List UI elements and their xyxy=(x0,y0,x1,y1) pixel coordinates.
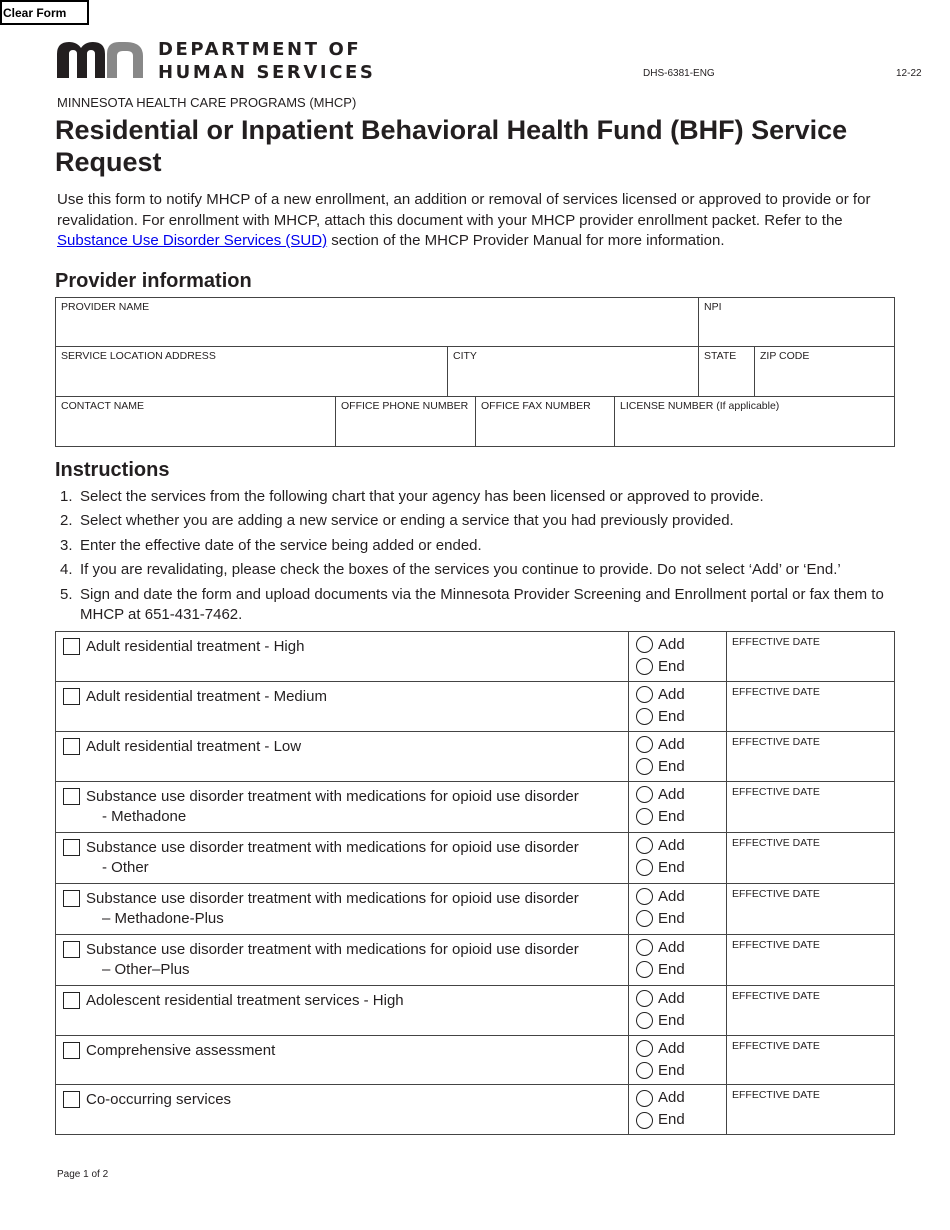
form-number: DHS-6381-ENG xyxy=(643,68,715,79)
contact-name-field[interactable]: CONTACT NAME xyxy=(56,397,336,446)
add-radio[interactable] xyxy=(636,886,719,908)
service-row xyxy=(56,1036,894,1086)
add-end-radios xyxy=(629,1085,727,1134)
end-label: End xyxy=(658,707,685,725)
phone-field[interactable]: OFFICE PHONE NUMBER xyxy=(336,397,476,446)
service-row xyxy=(56,632,894,682)
radio-circle-icon xyxy=(636,636,653,653)
add-radio[interactable] xyxy=(636,634,719,656)
instruction-number: 4. xyxy=(60,561,73,579)
radio-circle-icon xyxy=(636,1090,653,1107)
end-radio[interactable] xyxy=(636,1060,719,1082)
service-label: Comprehensive assessment xyxy=(86,1041,276,1059)
service-label: Substance use disorder treatment with medications for opioid use disorder - Other xyxy=(86,838,579,876)
add-end-radios xyxy=(629,782,727,832)
add-end-radios xyxy=(629,682,727,731)
instructions-list xyxy=(60,487,895,625)
service-label: Substance use disorder treatment with medications for opioid use disorder - Methadone xyxy=(86,787,579,825)
instruction-item xyxy=(60,560,895,580)
service-checkbox[interactable] xyxy=(63,788,80,805)
add-label: Add xyxy=(658,685,685,703)
sud-link[interactable]: Substance Use Disorder Services (SUD) xyxy=(57,232,328,249)
instruction-number: 5. xyxy=(60,585,73,603)
service-checkbox[interactable] xyxy=(63,638,80,655)
effective-date-field[interactable]: EFFECTIVE DATE xyxy=(732,1039,820,1052)
radio-circle-icon xyxy=(636,786,653,803)
add-end-radios xyxy=(629,884,727,934)
service-cell xyxy=(56,632,629,681)
instruction-text: If you are revalidating, please check the boxes of the services you continue to provide. Do not select ‘Add’ or ‘End.’ xyxy=(80,561,841,579)
service-checkbox[interactable] xyxy=(63,839,80,856)
service-cell xyxy=(56,884,629,934)
zip-field[interactable]: ZIP CODE xyxy=(760,350,810,363)
add-label: Add xyxy=(658,635,685,653)
radio-circle-icon xyxy=(636,758,653,775)
instruction-item xyxy=(60,585,895,625)
service-checkbox[interactable] xyxy=(63,1042,80,1059)
npi-field[interactable]: NPI xyxy=(704,300,722,313)
intro-text-2: section of the MHCP Provider Manual for more information. xyxy=(327,232,725,249)
service-cell xyxy=(56,1036,629,1085)
service-cell xyxy=(56,935,629,985)
radio-circle-icon xyxy=(636,658,653,675)
service-row xyxy=(56,682,894,732)
effective-date-field[interactable]: EFFECTIVE DATE xyxy=(732,887,820,900)
radio-circle-icon xyxy=(636,736,653,753)
instruction-text: Select whether you are adding a new service or ending a service that you had previously provided. xyxy=(80,512,734,530)
radio-circle-icon xyxy=(636,939,653,956)
radio-circle-icon xyxy=(636,808,653,825)
instruction-text: Select the services from the following chart that your agency has been licensed or approved to provide. xyxy=(80,487,764,505)
service-cell xyxy=(56,1085,629,1134)
effective-date-field[interactable]: EFFECTIVE DATE xyxy=(732,635,820,648)
services-table xyxy=(55,631,895,1135)
instruction-number: 1. xyxy=(60,487,73,505)
radio-circle-icon xyxy=(636,837,653,854)
end-radio[interactable] xyxy=(636,756,719,778)
add-label: Add xyxy=(658,785,685,803)
radio-circle-icon xyxy=(636,1062,653,1079)
end-label: End xyxy=(658,757,685,775)
service-cell xyxy=(56,782,629,832)
end-label: End xyxy=(658,858,685,876)
service-label: Adolescent residential treatment services - High xyxy=(86,991,404,1009)
add-radio[interactable] xyxy=(636,734,719,756)
end-radio[interactable] xyxy=(636,959,719,981)
service-cell xyxy=(56,682,629,731)
add-label: Add xyxy=(658,1039,685,1057)
address-field[interactable]: SERVICE LOCATION ADDRESS xyxy=(56,347,448,396)
service-checkbox[interactable] xyxy=(63,941,80,958)
end-radio[interactable] xyxy=(636,1109,719,1131)
add-label: Add xyxy=(658,1089,685,1107)
add-label: Add xyxy=(658,735,685,753)
effective-date-field[interactable]: EFFECTIVE DATE xyxy=(732,836,820,849)
add-radio[interactable] xyxy=(636,684,719,706)
clear-form-button[interactable]: Clear Form xyxy=(0,0,89,25)
service-row xyxy=(56,986,894,1036)
instruction-item xyxy=(60,536,895,556)
add-end-radios xyxy=(629,986,727,1035)
end-radio[interactable] xyxy=(636,656,719,678)
add-end-radios xyxy=(629,935,727,985)
end-label: End xyxy=(658,1011,685,1029)
service-label: Substance use disorder treatment with medications for opioid use disorder – Methadone-Plus xyxy=(86,889,579,927)
end-label: End xyxy=(658,960,685,978)
service-row xyxy=(56,732,894,782)
state-field[interactable]: STATE xyxy=(699,347,755,396)
intro-paragraph xyxy=(57,190,895,252)
radio-circle-icon xyxy=(636,990,653,1007)
end-label: End xyxy=(658,1111,685,1129)
add-label: Add xyxy=(658,887,685,905)
add-radio[interactable] xyxy=(636,1087,719,1109)
intro-text-1: Use this form to notify MHCP of a new enrollment, an addition or removal of services licensed or approved to provide or for revalidation. For enrollment with MHCP, attach this document with your MHCP provider enrollment packet. Refer to the xyxy=(57,191,871,229)
effective-date-field[interactable]: EFFECTIVE DATE xyxy=(732,785,820,798)
service-cell xyxy=(56,732,629,781)
form-body xyxy=(55,94,897,1200)
service-cell xyxy=(56,986,629,1035)
license-field[interactable]: LICENSE NUMBER (If applicable) xyxy=(620,399,780,412)
effective-date-field[interactable]: EFFECTIVE DATE xyxy=(732,685,820,698)
radio-circle-icon xyxy=(636,859,653,876)
service-row xyxy=(56,782,894,833)
service-checkbox[interactable] xyxy=(63,992,80,1009)
effective-date-field[interactable]: EFFECTIVE DATE xyxy=(732,938,820,951)
add-end-radios xyxy=(629,833,727,883)
provider-name-field[interactable]: PROVIDER NAME xyxy=(56,298,699,347)
revision-date: 12-22 xyxy=(896,68,922,79)
end-label: End xyxy=(658,909,685,927)
add-radio[interactable] xyxy=(636,1038,719,1060)
city-field[interactable]: CITY xyxy=(448,347,699,396)
service-cell xyxy=(56,833,629,883)
service-checkbox[interactable] xyxy=(63,1091,80,1108)
end-label: End xyxy=(658,657,685,675)
service-row xyxy=(56,935,894,986)
service-label: Co-occurring services xyxy=(86,1091,232,1109)
add-label: Add xyxy=(658,836,685,854)
radio-circle-icon xyxy=(636,708,653,725)
service-checkbox[interactable] xyxy=(63,890,80,907)
end-radio[interactable] xyxy=(636,1010,719,1032)
fax-field[interactable]: OFFICE FAX NUMBER xyxy=(476,397,615,446)
end-label: End xyxy=(658,807,685,825)
end-radio[interactable] xyxy=(636,706,719,728)
add-radio[interactable] xyxy=(636,937,719,959)
radio-circle-icon xyxy=(636,1040,653,1057)
effective-date-field[interactable]: EFFECTIVE DATE xyxy=(732,1089,820,1102)
instruction-number: 3. xyxy=(60,536,73,554)
instruction-item xyxy=(60,511,895,531)
end-radio[interactable] xyxy=(636,908,719,930)
end-radio[interactable] xyxy=(636,857,719,879)
service-row xyxy=(56,1085,894,1135)
instruction-text: Sign and date the form and upload documents via the Minnesota Provider Screening and Enrollment portal or fax them to MHCP at 651-431-7462. xyxy=(80,585,884,623)
service-label: Substance use disorder treatment with medications for opioid use disorder – Other–Plus xyxy=(86,940,579,978)
add-radio[interactable] xyxy=(636,988,719,1010)
page-title: Residential or Inpatient Behavioral Health Fund (BHF) Service Request xyxy=(55,115,848,177)
add-label: Add xyxy=(658,989,685,1007)
provider-table xyxy=(55,297,895,447)
service-checkbox[interactable] xyxy=(63,688,80,705)
effective-date-field[interactable]: EFFECTIVE DATE xyxy=(732,735,820,748)
instruction-text: Enter the effective date of the service being added or ended. xyxy=(80,536,482,554)
service-row xyxy=(56,884,894,935)
radio-circle-icon xyxy=(636,1012,653,1029)
add-end-radios xyxy=(629,732,727,781)
add-radio[interactable] xyxy=(636,784,719,806)
page-number: Page 1 of 2 xyxy=(57,1169,109,1181)
provider-heading: Provider information xyxy=(55,269,252,292)
radio-circle-icon xyxy=(636,1112,653,1129)
logo-text: DEPARTMENT OF HUMAN SERVICES xyxy=(158,39,376,83)
program-name: MINNESOTA HEALTH CARE PROGRAMS (MHCP) xyxy=(57,95,357,110)
instructions-heading: Instructions xyxy=(55,458,170,481)
radio-circle-icon xyxy=(636,910,653,927)
add-end-radios xyxy=(629,632,727,681)
service-label: Adult residential treatment - Low xyxy=(86,737,302,755)
effective-date-field[interactable]: EFFECTIVE DATE xyxy=(732,989,820,1002)
instruction-item xyxy=(60,487,895,507)
instruction-number: 2. xyxy=(60,512,73,530)
radio-circle-icon xyxy=(636,888,653,905)
service-row xyxy=(56,833,894,884)
add-label: Add xyxy=(658,938,685,956)
end-radio[interactable] xyxy=(636,806,719,828)
add-end-radios xyxy=(629,1036,727,1085)
radio-circle-icon xyxy=(636,961,653,978)
add-radio[interactable] xyxy=(636,835,719,857)
mn-logo xyxy=(55,40,145,80)
service-checkbox[interactable] xyxy=(63,738,80,755)
service-label: Adult residential treatment - High xyxy=(86,637,305,655)
end-label: End xyxy=(658,1061,685,1079)
service-label: Adult residential treatment - Medium xyxy=(86,687,327,705)
radio-circle-icon xyxy=(636,686,653,703)
